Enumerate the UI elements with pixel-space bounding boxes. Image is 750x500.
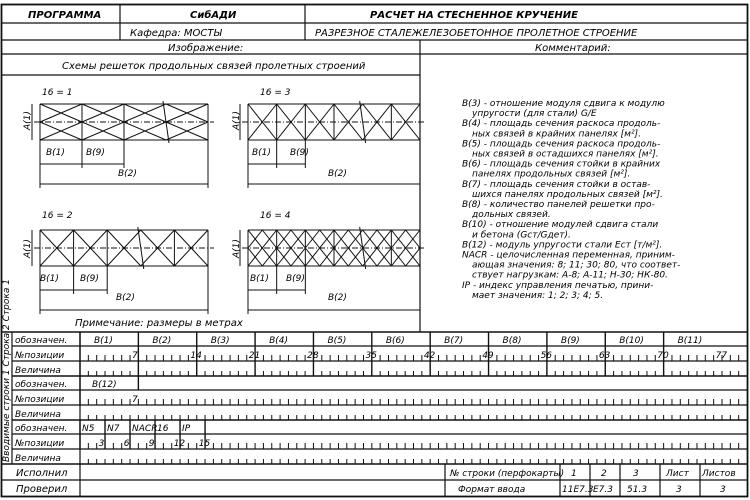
comment-line: В(10) - отношение модулей сдвига стали	[462, 220, 659, 231]
comment-line: ных связей в крайних панелях [м²].	[472, 129, 641, 140]
row-label-position: №позиции	[15, 395, 65, 405]
comment-line: В(12) - модуль упругости стали Ест [т/м²].	[462, 240, 663, 251]
line1-var: В(9)	[560, 336, 580, 346]
diag	[141, 248, 158, 266]
scheme4-dim-b1: В(1)	[250, 274, 269, 284]
department-label: Кафедра: МОСТЫ	[130, 28, 222, 39]
row-label-value: Величина	[15, 454, 61, 464]
executed-label: Исполнил	[16, 468, 68, 479]
diag	[57, 230, 74, 248]
row-label-designation: обозначен.	[15, 424, 68, 434]
line3-var: NACR	[132, 424, 158, 434]
diag	[74, 230, 91, 248]
line3-var: N7	[107, 424, 120, 434]
diag	[174, 248, 191, 266]
line1-position: 7	[132, 351, 138, 361]
card-col-2: 2	[601, 469, 607, 479]
line1-var: В(1)	[94, 336, 113, 346]
program-name: СибАДИ	[190, 10, 237, 21]
comment-line: В(5) - площадь сечения раскоса продоль-	[462, 139, 661, 150]
scheme2-dim-a: A(1)	[23, 239, 33, 258]
scheme4-dim-b9: В(9)	[286, 274, 305, 284]
line3-position: 3	[98, 439, 105, 449]
diag	[40, 230, 57, 248]
scheme-label-4: 16 = 4	[260, 211, 291, 221]
diag	[107, 248, 124, 266]
checked-label: Проверил	[16, 484, 68, 495]
diag	[191, 230, 208, 248]
comment-line: упругости (для стали) G/E	[472, 109, 597, 120]
format-1: 11Е7.3	[562, 485, 594, 495]
line3-var: N5	[82, 424, 95, 434]
comment-line: IP - индекс управления печатью, прини-	[462, 280, 654, 291]
line1-var: В(8)	[502, 336, 522, 346]
comments-block	[462, 99, 680, 301]
line1-position: 56	[540, 351, 553, 361]
diag	[74, 248, 91, 266]
scheme1-dim-b1: В(1)	[46, 148, 65, 158]
scheme-label-3: 16 = 3	[260, 88, 291, 98]
scheme-label-1: 16 = 1	[42, 88, 73, 98]
comment-line: и бетона (Gст/Gдет).	[472, 230, 571, 241]
scheme2-dim-total: В(2)	[116, 293, 135, 303]
diag	[191, 248, 208, 266]
sheet-value: 3	[676, 485, 682, 495]
comment-line: ающая значения: 8; 11; 30; 80, что соответ-	[472, 260, 681, 271]
format-3: 51.3	[627, 485, 648, 495]
line1-position: 70	[657, 351, 669, 361]
scheme1-dim-total: В(2)	[118, 169, 137, 179]
scheme3-dim-b9: В(9)	[290, 148, 309, 158]
scheme-label-2: 16 = 2	[42, 211, 73, 221]
form-side-label: Вводимые строки 1 Строка 2 Строка 1	[2, 279, 12, 462]
diag	[107, 230, 124, 248]
card-col-1: 1	[571, 469, 577, 479]
comment-line: В(7) - площадь сечения стойки в остав-	[462, 179, 651, 190]
line1-var: В(10)	[619, 336, 644, 346]
comment-line: В(3) - отношение модуля сдвига к модулю	[462, 99, 665, 109]
line3-position: 9	[148, 439, 155, 449]
comment-label: Комментарий:	[535, 43, 611, 54]
scheme4-dim-a: A(1)	[232, 239, 242, 258]
format-label: Формат ввода	[458, 485, 526, 495]
line1-position: 42	[423, 351, 436, 361]
comment-line: В(8) - количество панелей решетки про-	[462, 200, 655, 210]
line2-var: В(12)	[92, 380, 117, 390]
line1-var: В(2)	[152, 336, 172, 346]
scheme2-dim-b1: В(1)	[40, 274, 59, 284]
line1-var: В(11)	[677, 336, 703, 346]
scheme2-dim-b9: В(9)	[80, 274, 99, 284]
comment-line: панелях продольных связей [м²].	[472, 169, 631, 180]
diag	[40, 248, 57, 266]
line1-var: В(6)	[385, 336, 405, 346]
diag	[124, 248, 141, 266]
diag	[90, 248, 107, 266]
diag	[158, 230, 175, 248]
scheme1-dim-a: A(1)	[23, 111, 33, 130]
sheets-value: 3	[720, 485, 726, 495]
figure-note: Примечание: размеры в метрах	[75, 318, 243, 329]
row-label-position: №позиции	[15, 439, 65, 449]
line1-position: 49	[482, 351, 494, 361]
diag	[158, 248, 175, 266]
line1-position: 28	[307, 351, 319, 361]
scheme3-dim-total: В(2)	[328, 169, 347, 179]
line3-var: 16	[157, 424, 169, 434]
line1-var: В(3)	[210, 336, 230, 346]
line3-position: 15	[198, 439, 211, 449]
line3-position: 12	[173, 439, 186, 449]
line1-var: В(4)	[269, 336, 289, 346]
scheme4-dim-total: В(2)	[328, 293, 347, 303]
sheets-label: Листов	[702, 469, 736, 479]
comment-line: NACR - целочисленная переменная, приним-	[462, 250, 675, 261]
row-label-designation: обозначен.	[15, 336, 68, 346]
title-main: РАСЧЕТ НА СТЕСНЕННОЕ КРУЧЕНИЕ	[370, 10, 578, 21]
line1-position: 35	[365, 351, 377, 361]
figure-caption: Схемы решеток продольных связей пролетных строений	[62, 61, 366, 72]
card-col-3: 3	[633, 469, 639, 479]
diag	[174, 230, 191, 248]
diag	[124, 230, 141, 248]
diag	[141, 230, 158, 248]
scheme1-dim-b9: В(9)	[86, 148, 105, 158]
line1-position: 63	[598, 351, 611, 361]
line3-position: 6	[123, 439, 130, 449]
scheme3-dim-a: A(1)	[232, 111, 242, 130]
line1-position: 14	[190, 351, 202, 361]
comment-line: В(6) - площадь сечения стойки в крайних	[462, 159, 661, 170]
line1-position: 77	[715, 351, 728, 361]
row-label-designation: обозначен.	[15, 380, 68, 390]
program-label: ПРОГРАММА	[28, 10, 102, 21]
row-label-position: №позиции	[15, 351, 65, 361]
format-2: Е7.3	[593, 485, 613, 495]
comment-line: ствует нагрузкам: А-8; А-11; Н-30; НК-80.	[472, 270, 668, 281]
comment-line: В(4) - площадь сечения раскоса продоль-	[462, 119, 661, 130]
line1-position: 21	[248, 351, 261, 361]
title-sub: РАЗРЕЗНОЕ СТАЛЕЖЕЛЕЗОБЕТОННОЕ ПРОЛЕТНОЕ СТРОЕНИЕ	[315, 28, 638, 39]
comment-line: ных связей в остадшихся панелях [м²].	[472, 149, 659, 160]
row-label-value: Величина	[15, 366, 61, 376]
row-label-value: Величина	[15, 410, 61, 420]
sheet-label: Лист	[666, 469, 689, 479]
diag	[90, 230, 107, 248]
card-row-label: № строки (перфокарты)	[450, 469, 565, 479]
diag	[57, 248, 74, 266]
line2-position: 7	[132, 395, 138, 405]
line1-var: В(7)	[444, 336, 464, 346]
image-label: Изображение:	[168, 43, 244, 54]
comment-line: шихся панелях продольных связей [м²].	[472, 189, 663, 200]
comment-line: дольных связей.	[472, 210, 551, 221]
form-entries	[82, 336, 727, 449]
line3-var: IP	[182, 424, 191, 434]
scheme3-dim-b1: В(1)	[252, 148, 271, 158]
line1-var: В(5)	[327, 336, 347, 346]
comment-line: мает значения: 1; 2; 3; 4; 5.	[472, 290, 604, 301]
